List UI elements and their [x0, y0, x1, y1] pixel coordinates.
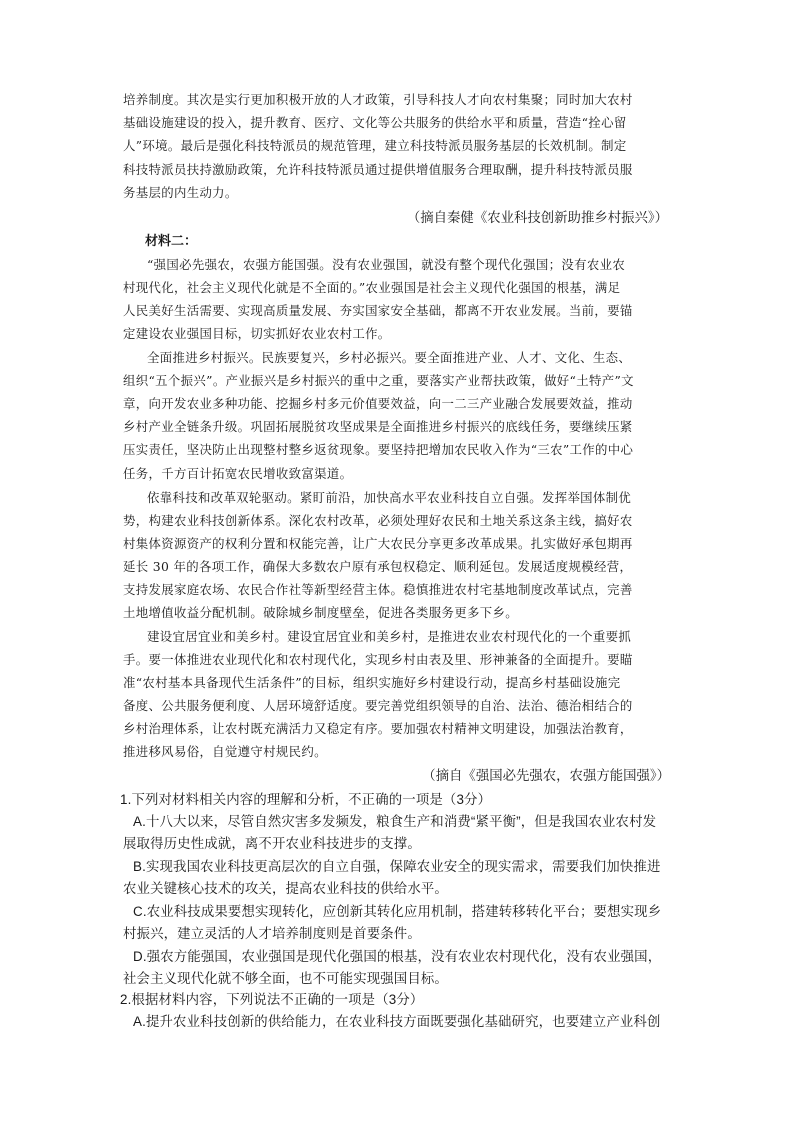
material2-line: “强国必先强农，农强方能国强。没有农业强国，就没有整个现代化强国；没有农业农: [147, 257, 626, 272]
material2-line: 推进移风易俗，自觉遵守村规民约。: [123, 744, 327, 759]
material2-line: 建设宜居宜业和美乡村。建设宜居宜业和美乡村，是推进农业农村现代化的一个重要抓: [147, 629, 632, 644]
material1-line: 科技特派员扶持激励政策，允许科技特派员通过提供增值服务合理取酬，提升科技特派员服: [123, 162, 633, 177]
question-1-stem: 1.下列对材料相关内容的理解和分析，不正确的一项是（3分）: [120, 792, 492, 807]
material2-line: 全面推进乡村振兴。民族要复兴，乡村必振兴。要全面推进产业、人才、文化、生态、: [147, 350, 632, 365]
question-2-option-a: A.提升农业科技创新的供给能力，在农业科技方面既要强化基础研究，也要建立产业科创: [133, 1014, 661, 1029]
question-1-option-d: D.强农方能强国，农业强国是现代化强国的根基，没有农业农村现代化，没有农业强国，: [133, 949, 662, 964]
material2-line: 村现代化，社会主义现代化就是不全面的。”农业强国是社会主义现代化强国的根基，满足: [123, 280, 621, 295]
material1-line: 人”环境。最后是强化科技特派员的规范管理，建立科技特派员服务基层的长效机制。制定: [123, 138, 627, 153]
source-citation-1: （摘自秦健《农业科技创新助推乡村振兴》）: [406, 210, 668, 225]
material2-line: 乡村产业全链条升级。巩固拓展脱贫攻坚成果是全面推进乡村振兴的底线任务，要继续压紧: [123, 419, 633, 434]
question-1-option-c: C.农业科技成果要想实现转化，应创新其转化应用机制，搭建转移转化平台；要想实现乡: [133, 904, 662, 919]
material2-line: 延长 30 年的各项工作，确保大多数农户原有承包权稳定、顺利延包。发展适度规模经营，: [123, 559, 633, 574]
question-1-option-a: A.十八大以来，尽管自然灾害多发频发，粮食生产和消费“紧平衡”，但是我国农业农村发: [133, 814, 657, 829]
material2-line: 势，构建农业科技创新体系。深化农村改革，必须处理好农民和土地关系这条主线，搞好农: [123, 513, 633, 528]
material2-line: 备度、公共服务便利度、人居环境舒适度。要完善党组织领导的自治、法治、德治相结合的: [123, 698, 633, 713]
question-1-option-b-cont: 农业关键核心技术的攻关，提高农业科技的供给水平。: [123, 881, 448, 896]
question-1-option-a-cont: 展取得历史性成就，离不开农业科技进步的支撑。: [123, 836, 421, 851]
material2-heading: 材料二：: [145, 233, 198, 248]
material2-line: 章，向开发农业多种功能、挖掘乡村多元价值要效益，向一二三产业融合发展要效益，推动: [123, 396, 633, 411]
material2-line: 组织“五个振兴”。产业振兴是乡村振兴的重中之重，要落实产业帮扶政策，做好“土特产”文: [123, 373, 634, 388]
material2-line: 土地增值收益分配机制。破除城乡制度壁垒，促进各类服务更多下乡。: [123, 605, 518, 620]
material2-line: 人民美好生活需要、实现高质量发展、夯实国家安全基础，都离不开农业发展。当前，要锚: [123, 303, 633, 318]
material2-line: 手。要一体推进农业现代化和农村现代化，实现乡村由表及里、形神兼备的全面提升。要瞄: [123, 652, 633, 667]
material1-line: 基础设施建设的投入，提升教育、医疗、文化等公共服务的供给水平和质量，营造“拴心留: [123, 115, 627, 130]
source-citation-2: （摘自《强国必先强农，农强方能国强》）: [422, 768, 670, 783]
material2-line: 乡村治理体系，让农村既充满活力又稳定有序。要加强农村精神文明建设，加强法治教育，: [123, 721, 633, 736]
material2-line: 支持发展家庭农场、农民合作社等新型经营主体。稳慎推进农村宅基地制度改革试点，完善: [123, 582, 633, 597]
material2-line: 定建设农业强国目标，切实抓好农业农村工作。: [123, 326, 391, 341]
material2-line: 压实责任，坚决防止出现整村整乡返贫现象。要坚持把增加农民收入作为“三农”工作的中心: [123, 442, 634, 457]
material1-line: 培养制度。其次是实行更加积极开放的人才政策，引导科技人才向农村集聚；同时加大农村: [123, 92, 633, 107]
material2-line: 村集体资源资产的权利分置和权能完善，让广大农民分享更多改革成果。扎实做好承包期再: [123, 536, 633, 551]
material2-line: 依靠科技和改革双轮驱动。紧盯前沿，加快高水平农业科技自立自强。发挥举国体制优: [147, 490, 632, 505]
material1-line: 务基层的内生动力。: [123, 185, 238, 200]
material2-line: 准“农村基本具备现代生活条件”的目标，组织实施好乡村建设行动，提高乡村基础设施完: [123, 675, 621, 690]
question-1-option-c-cont: 村振兴，建立灵活的人才培养制度则是首要条件。: [123, 926, 421, 941]
question-1-option-d-cont: 社会主义现代化就不够全面，也不可能实现强国目标。: [123, 971, 448, 986]
question-1-option-b: B.实现我国农业科技更高层次的自立自强，保障农业安全的现实需求，需要我们加快推进: [133, 859, 661, 874]
question-2-stem: 2.根据材料内容，下列说法不正确的一项是（3分）: [120, 992, 424, 1007]
material2-line: 任务，千方百计拓宽农民增收致富渠道。: [123, 466, 353, 481]
